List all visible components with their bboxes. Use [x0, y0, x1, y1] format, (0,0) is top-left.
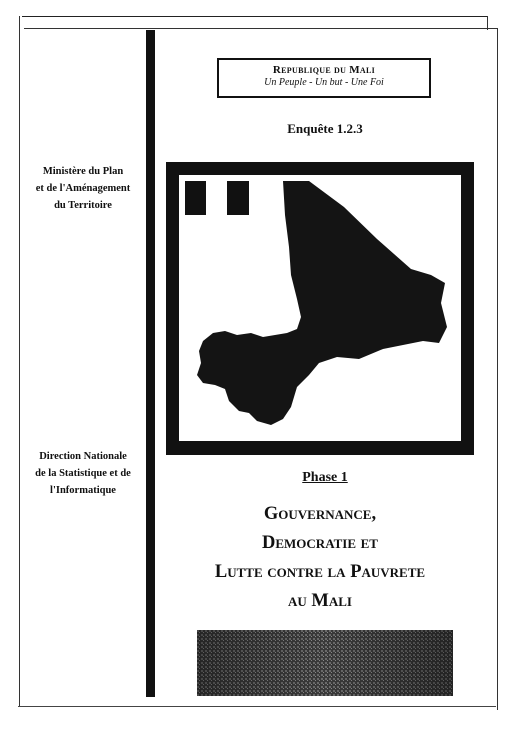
direction-line: Direction Nationale: [39, 451, 127, 462]
ministry-line: du Territoire: [54, 200, 112, 211]
ministry-line: et de l'Aménagement: [35, 183, 131, 194]
republic-title: Republique du Mali: [272, 64, 376, 76]
page-frame-bottom: [18, 706, 496, 707]
flag-stripe-left: [185, 181, 206, 215]
direction-line: de la Statistique et de: [35, 468, 131, 479]
halftone-image-block: [197, 630, 453, 696]
direction-block: [22, 448, 144, 499]
page-frame-right: [487, 16, 488, 30]
page-frame-left: [19, 16, 20, 706]
map-panel: [179, 175, 461, 441]
main-title-line: Lutte contre la Pauvrete: [214, 562, 426, 582]
main-title-line: au Mali: [288, 591, 352, 611]
phase-label: Phase 1: [302, 470, 348, 485]
main-title-line: Democratie et: [262, 533, 378, 553]
ministry-line: Ministère du Plan: [42, 166, 124, 177]
ministry-block: [22, 163, 144, 214]
page-frame-right-inner: [497, 28, 498, 710]
national-motto: Un Peuple - Un but - Une Foi: [264, 77, 384, 88]
main-title: [170, 500, 470, 616]
mali-map-image: [179, 175, 461, 441]
survey-label: Enquête 1.2.3: [287, 121, 363, 136]
vertical-divider-bar: [146, 30, 155, 697]
main-title-line: Gouvernance,: [263, 504, 377, 524]
flag-stripe-right: [227, 181, 249, 215]
mali-country-shape: [197, 181, 447, 425]
page-frame-top: [22, 16, 488, 17]
page-frame-top-inner: [24, 28, 498, 29]
map-frame: [166, 162, 474, 455]
halftone-texture: [197, 630, 453, 696]
republic-header-box: [217, 58, 431, 98]
direction-line: l'Informatique: [50, 485, 116, 496]
